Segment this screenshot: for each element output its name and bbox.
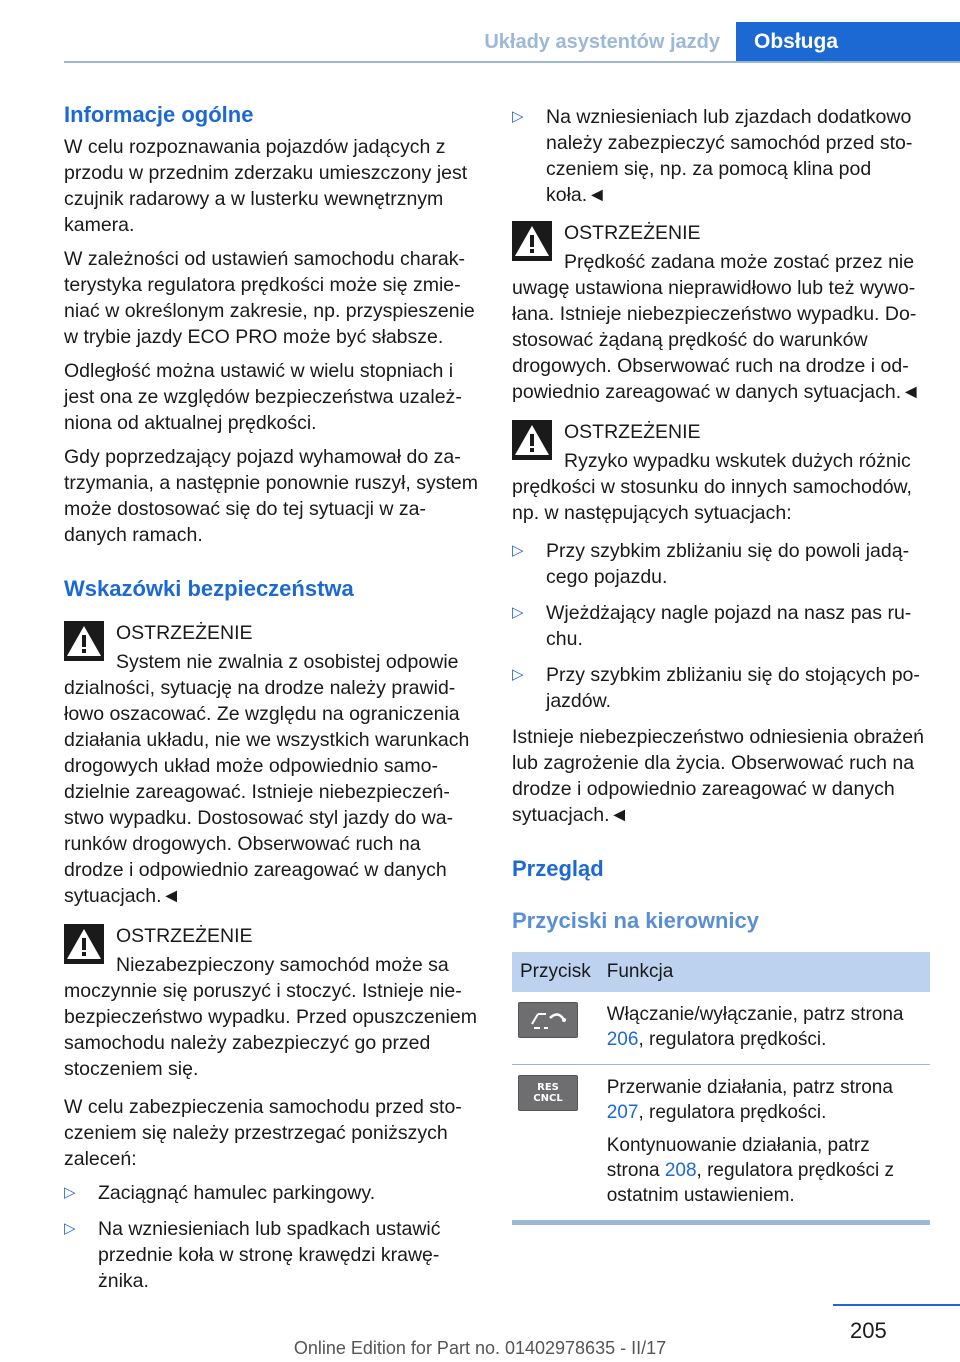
cruise-control-onoff-icon — [518, 1002, 578, 1038]
warning-heading: OSTRZEŻENIE — [564, 421, 701, 443]
paragraph: W celu rozpoznawania pojazdów jadących z przodu w przednim zderzaku umieszczony jest czujnik radarowy a w lusterku wewnętrznym kamera. — [64, 136, 468, 236]
list-item: ▷ Przy szybkim zbliżaniu się do stojących pojazdów. — [512, 664, 920, 712]
list-item: ▷ Zaciągnąć hamulec parkingowy. — [64, 1182, 376, 1204]
paragraph: Istnieje niebezpieczeństwo odniesienia obrażeń lub zagrożenie dla życia. Obserwować ruch na drodze i odpowiednio zareagować w danych sytuacjach.◄ — [512, 726, 924, 826]
warning-heading: OSTRZEŻENIE — [116, 622, 253, 644]
paragraph: W celu zabezpieczenia samochodu przed stoczeniem się należy przestrzegać poniższych zaleceń: — [64, 1096, 462, 1170]
warning-text: Ryzyko wypadku wskutek dużych różnic — [564, 450, 911, 472]
bullet-list — [64, 1180, 480, 1294]
page-reference-link[interactable]: 206 — [606, 1029, 639, 1050]
paragraph: W zależności od ustawień samochodu charakterystyka regulatora prędkości może się zmieniać w określonym zakresie, np. przyspieszenie w trybie jazdy ECO PRO może być słabsze. — [64, 248, 475, 348]
subsection-title-steering-buttons: Przyciski na kierownicy — [512, 908, 760, 933]
warning-text: Niezabezpieczony samochód może sa — [116, 954, 449, 976]
table-cell-function: Włączanie/wyłączanie, patrz strona 206, regulatora prędkości. — [599, 992, 930, 1065]
bullet-triangle-icon: ▷ — [64, 1184, 76, 1201]
bullet-triangle-icon: ▷ — [512, 666, 524, 683]
table-header-function: Funkcja — [599, 952, 930, 992]
table-header-button: Przycisk — [512, 952, 599, 992]
bullet-triangle-icon: ▷ — [512, 542, 524, 559]
header-chapter-tab: Obsługa — [736, 22, 960, 62]
page-reference-link[interactable]: 207 — [606, 1102, 639, 1123]
page-reference-link[interactable]: 208 — [664, 1160, 697, 1181]
list-item: ▷ Na wzniesieniach lub spadkach ustawić przednie koła w stronę krawędzi krawężnika. — [64, 1218, 441, 1292]
warning-triangle-icon — [64, 924, 104, 964]
paragraph: Gdy poprzedzający pojazd wyhamował do zatrzymania, a następnie ponownie ruszył, system może dostosować się do tej sytuacji w zadanych ramach. — [64, 446, 479, 546]
table-bottom-rule — [512, 1221, 930, 1225]
header-section-title: Układy asystentów jazdy — [484, 31, 720, 53]
section-title-overview: Przegląd — [512, 856, 604, 881]
bullet-list — [512, 538, 930, 714]
footer-edition: Online Edition for Part no. 01402978635 - II/17 — [293, 1338, 667, 1358]
warning-block — [64, 921, 480, 1082]
bullet-triangle-icon: ▷ — [64, 1220, 76, 1237]
buttons-table — [512, 952, 930, 1221]
warning-text: prędkości w stosunku do innych samochodów, np. w następujących sytuacjach: — [512, 476, 912, 524]
warning-text: uwagę ustawiona nieprawidłowo lub też wywołana. Istnieje niebezpieczeństwo wypadku. Dostosować żądaną prędkość do warunków drogowych. Obserwować ruch na drodze i odpowiednio zareagować w danych sytuacjach.◄ — [512, 277, 921, 403]
right-column — [512, 100, 930, 1225]
bullet-triangle-icon: ▷ — [512, 604, 524, 621]
warning-triangle-icon — [512, 221, 552, 261]
warning-triangle-icon — [64, 621, 104, 661]
warning-block — [512, 417, 930, 526]
warning-text: moczynnie się poruszyć i stoczyć. Istnieje niebezpieczeństwo wypadku. Przed opuszczeniem samochodu należy zabezpieczyć go przed stoczeniem się. — [64, 980, 477, 1080]
warning-triangle-icon — [512, 420, 552, 460]
table-row — [512, 992, 930, 1065]
paragraph: Odległość można ustawić w wielu stopniach i jest ona ze względów bezpieczeństwa uzależniona od aktualnej prędkości. — [64, 360, 462, 434]
warning-text: System nie zwalnia z osobistej odpowie — [116, 651, 459, 673]
table-cell-function: Przerwanie działania, patrz strona 207, regulatora prędkości. Kontynuowanie działania, patrz strona 208, regulatora prędkości z ostatnim ustawieniem. — [599, 1065, 930, 1221]
list-item: ▷ Wjeżdżający nagle pojazd na nasz pas ruchu. — [512, 602, 912, 650]
bullet-triangle-icon: ▷ — [512, 108, 524, 125]
warning-text: Prędkość zadana może zostać przez nie — [564, 251, 915, 273]
section-title-general: Informacje ogólne — [64, 102, 254, 127]
left-column — [64, 100, 480, 1304]
list-item: ▷ Na wzniesieniach lub zjazdach dodatkowo należy zabezpieczyć samochód przed stoczeniem się, np. za pomocą klina pod koła.◄ — [512, 106, 913, 206]
bullet-list — [512, 104, 930, 208]
warning-heading: OSTRZEŻENIE — [116, 925, 253, 947]
warning-heading: OSTRZEŻENIE — [564, 222, 701, 244]
section-title-safety: Wskazówki bezpieczeństwa — [64, 576, 354, 601]
table-row — [512, 1065, 930, 1221]
page-number-rule — [833, 1304, 960, 1306]
warning-text: dzialności, sytuację na drodze należy prawidłowo oszacować. Ze względu na ograniczenia działania układu, nie we wszystkich warunkach drogowych układ może odpowiednio samodzielnie zareagować. Istnieje niebezpieczeństwo wypadku. Dostosować styl jazdy do warunków drogowych. Obserwować ruch na drodze i odpowiednio zareagować w danych sytuacjach.◄ — [64, 677, 470, 907]
table-header-row — [512, 952, 930, 992]
page-number: 205 — [850, 1318, 887, 1343]
header-divider — [64, 61, 960, 63]
warning-block — [64, 618, 480, 909]
warning-block — [512, 218, 930, 405]
list-item: ▷ Przy szybkim zbliżaniu się do powoli jadącego pojazdu. — [512, 540, 910, 588]
res-cncl-button-icon: RES CNCL — [518, 1075, 578, 1111]
